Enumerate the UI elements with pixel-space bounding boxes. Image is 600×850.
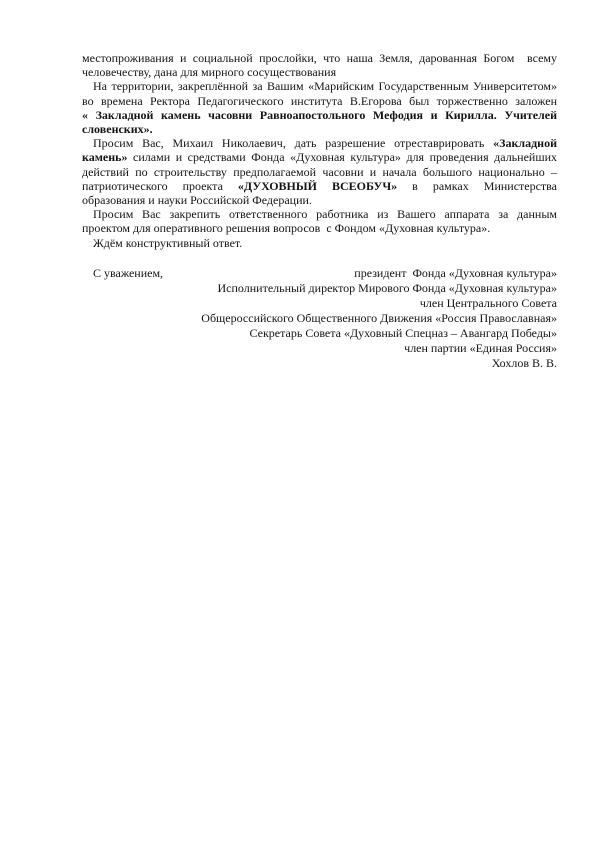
signature-title-2: Исполнительный директор Мирового Фонда «Духовная культура» xyxy=(217,281,557,295)
signature-title-4: Общероссийского Общественного Движения «Россия Православная» xyxy=(201,311,557,325)
signature-title-6: член партии «Единая Россия» xyxy=(404,341,557,355)
salutation: С уважением, xyxy=(93,266,164,280)
letter-body xyxy=(82,51,557,250)
signature-title-5: Секретарь Совета «Духовный Спецназ – Авангард Победы» xyxy=(249,326,557,340)
signer-name: Хохлов В. В. xyxy=(491,356,557,370)
body-line-8: камень» силами и средствами Фонда «Духовная культура» для проведения дальнейших xyxy=(82,150,557,165)
body-line-5: « Закладной камень часовни Равноапостольного Мефодия и Кирилла. Учителей xyxy=(82,107,557,122)
body-line-4: во времена Ректора Педагогического института В.Егорова был торжественно заложен xyxy=(82,93,557,108)
body-line-13: проектом для оперативного решения вопросов с Фондом «Духовная культура». xyxy=(82,221,491,236)
signature-block xyxy=(82,266,557,371)
body-line-7: Просим Вас, Михаил Николаевич, дать разрешение отреставрировать «Закладной xyxy=(93,136,557,151)
body-line-1: местопроживания и социальной прослойки, что наша Земля, дарованная Богом всему xyxy=(82,51,557,65)
body-line-9: действий по строительству предполагаемой часовни и начала большого национально – xyxy=(82,164,557,179)
body-line-12: Просим Вас закрепить ответственного работника из Вашего аппарата за данным xyxy=(93,207,557,222)
signature-title-1: президент Фонда «Духовная культура» xyxy=(354,266,557,280)
body-line-2: человечеству, дана для мирного сосуществования xyxy=(82,65,337,80)
signature-title-3: член Центрального Совета xyxy=(419,296,557,310)
body-line-11: образования и науки Российской Федерации. xyxy=(82,193,312,208)
body-line-6: словенских». xyxy=(82,122,153,137)
body-line-10: патриотического проекта «ДУХОВНЫЙ ВСЕОБУЧ» в рамках Министерства xyxy=(82,178,558,193)
body-line-3: На территории, закреплённой за Вашим «Марийским Государственным Университетом» xyxy=(93,79,557,94)
body-line-14: Ждём конструктивный ответ. xyxy=(93,235,243,250)
